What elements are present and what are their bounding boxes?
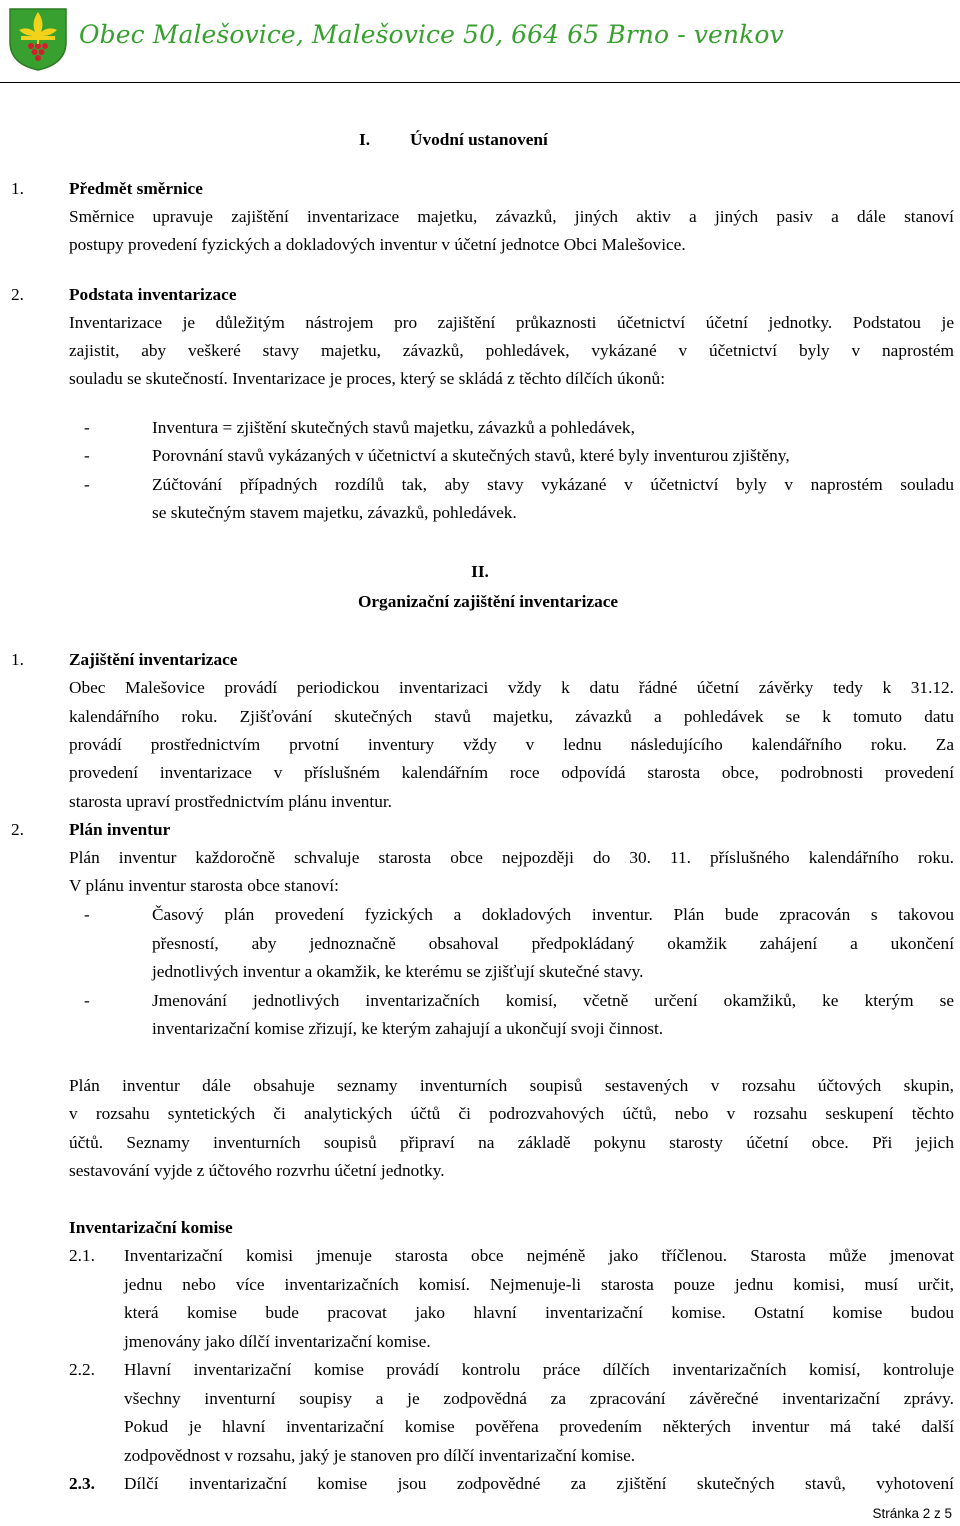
text-line: souladu se skutečností. Inventarizace je proces, který se skládá z těchto dílčích úkonů: bbox=[69, 369, 666, 388]
text-line: provádí prostřednictvím prvotní inventury vždy v lednu následujícího kalendářního roku. Za bbox=[69, 735, 954, 754]
text-line: účtů. Seznamy inventurních soupisů připraví na základě pokynu starosty účetní obce. Při jejich bbox=[69, 1133, 954, 1152]
text-line: zodpovědnost v rozsahu, jaký je stanoven pro dílčí inventarizační komise. bbox=[124, 1446, 636, 1465]
list-item: Zúčtování případných rozdílů tak, aby stavy vykázané v účetnictví byly v naprostém souladu bbox=[152, 475, 954, 494]
item-2-number: 2. bbox=[11, 285, 24, 304]
text-line: sestavování vyjde z účtového rozvrhu účetní jednotky. bbox=[69, 1161, 445, 1180]
text-line: provedení inventarizace v příslušném kalendářním roce odpovídá starosta obce, podrobnosti provedení bbox=[69, 763, 954, 782]
text-line: Plán inventur dále obsahuje seznamy inventurních soupisů sestavených v rozsahu účtových skupin, bbox=[69, 1076, 954, 1095]
list-item: přesností, aby jednoznačně obsahoval předpokládaný okamžik zahájení a ukončení bbox=[152, 934, 954, 953]
text-line: V plánu inventur starosta obce stanoví: bbox=[69, 876, 339, 895]
bullet-dash: - bbox=[84, 475, 90, 494]
text-line: Pokud je hlavní inventarizační komise pověřena provedením některých inventur má také další bbox=[124, 1417, 954, 1436]
page-header bbox=[0, 0, 960, 96]
section-2-roman: II. bbox=[471, 562, 489, 581]
list-item: inventarizační komise zřizují, ke kterým zahajují a ukončují svoji činnost. bbox=[152, 1019, 664, 1038]
text-line: zajistit, aby veškeré stavy majetku, závazků, pohledávek, vykázané v účetnictví byly v naprostém bbox=[69, 341, 954, 360]
section-1-roman: I. bbox=[359, 130, 371, 149]
sub-item-number: 2.2. bbox=[69, 1360, 95, 1379]
text-line: Dílčí inventarizační komise jsou zodpovědné za zjištění skutečných stavů, vyhotovení bbox=[124, 1474, 954, 1493]
bullet-dash: - bbox=[84, 991, 90, 1010]
sub-item-number: 2.1. bbox=[69, 1246, 95, 1265]
page-number: Stránka 2 z 5 bbox=[872, 1506, 952, 1521]
text-line: Směrnice upravuje zajištění inventarizace majetku, závazků, jiných aktiv a jiných pasiv a dále stanoví bbox=[69, 207, 954, 226]
text-line: v rozsahu syntetických či analytických účtů či podrozvahových účtů, nebo v rozsahu seskupení těchto bbox=[69, 1104, 954, 1123]
text-line: jmenovány jako dílčí inventarizační komise. bbox=[124, 1332, 431, 1351]
text-line: Inventarizační komisi jmenuje starosta obce nejméně jako tříčlenou. Starosta může jmenovat bbox=[124, 1246, 954, 1265]
item-1-number: 1. bbox=[11, 179, 24, 198]
list-item: Inventura = zjištění skutečných stavů majetku, závazků a pohledávek, bbox=[152, 418, 635, 437]
bullet-dash: - bbox=[84, 418, 90, 437]
sub-item-number: 2.3. bbox=[69, 1474, 95, 1493]
item-2-heading: Podstata inventarizace bbox=[69, 285, 237, 304]
text-line: Inventarizace je důležitým nástrojem pro zajištění průkaznosti účetnictví účetní jednotky. Podstatou je bbox=[69, 313, 954, 332]
text-line: Hlavní inventarizační komise provádí kontrolu práce dílčích inventarizačních komisí, kontroluje bbox=[124, 1360, 954, 1379]
section-2-title: Organizační zajištění inventarizace bbox=[357, 592, 619, 611]
fleur-de-lis-grape-crest-icon bbox=[7, 6, 69, 72]
section-1-title: Úvodní ustanovení bbox=[410, 130, 548, 149]
municipality-title: Obec Malešovice, Malešovice 50, 664 65 Brno - venkov bbox=[79, 20, 784, 49]
text-line: starosta upraví prostřednictvím plánu inventur. bbox=[69, 792, 392, 811]
text-line: kalendářního roku. Zjišťování skutečných stavů majetku, závazků a pohledávek se k tomuto datu bbox=[69, 707, 954, 726]
text-line: jednu nebo více inventarizačních komisí. Nejmenuje-li starosta pouze jednu komisi, musí určit, bbox=[124, 1275, 954, 1294]
text-line: která komise bude pracovat jako hlavní inventarizační komise. Ostatní komise budou bbox=[124, 1303, 954, 1322]
text-line: Obec Malešovice provádí periodickou inventarizaci vždy k datu řádné účetní závěrky tedy k 31.12. bbox=[69, 678, 954, 697]
list-item: se skutečným stavem majetku, závazků, pohledávek. bbox=[152, 503, 517, 522]
list-item: Časový plán provedení fyzických a dokladových inventur. Plán bude zpracován s takovou bbox=[152, 905, 954, 924]
text-line: Plán inventur každoročně schvaluje starosta obce nejpozději do 30. 11. příslušného kalendářního roku. bbox=[69, 848, 954, 867]
bullet-dash: - bbox=[84, 905, 90, 924]
item-1-heading: Zajištění inventarizace bbox=[69, 650, 238, 669]
commission-heading: Inventarizační komise bbox=[69, 1218, 233, 1237]
list-item: jednotlivých inventur a okamžik, ke kterému se zjišťují skutečné stavy. bbox=[152, 962, 644, 981]
item-1-heading: Předmět směrnice bbox=[69, 179, 203, 198]
text-line: postupy provedení fyzických a dokladových inventur v účetní jednotce Obci Malešovice. bbox=[69, 235, 686, 254]
item-2-heading: Plán inventur bbox=[69, 820, 171, 839]
bullet-dash: - bbox=[84, 446, 90, 465]
list-item: Porovnání stavů vykázaných v účetnictví a skutečných stavů, které byly inventurou zjištěny, bbox=[152, 446, 790, 465]
list-item: Jmenování jednotlivých inventarizačních komisí, včetně určení okamžiků, ke kterým se bbox=[152, 991, 954, 1010]
header-divider bbox=[0, 82, 960, 83]
text-line: všechny inventurní soupisy a je zodpovědná za zpracování závěrečné inventarizační zprávy. bbox=[124, 1389, 954, 1408]
item-1-number: 1. bbox=[11, 650, 24, 669]
item-2-number: 2. bbox=[11, 820, 24, 839]
